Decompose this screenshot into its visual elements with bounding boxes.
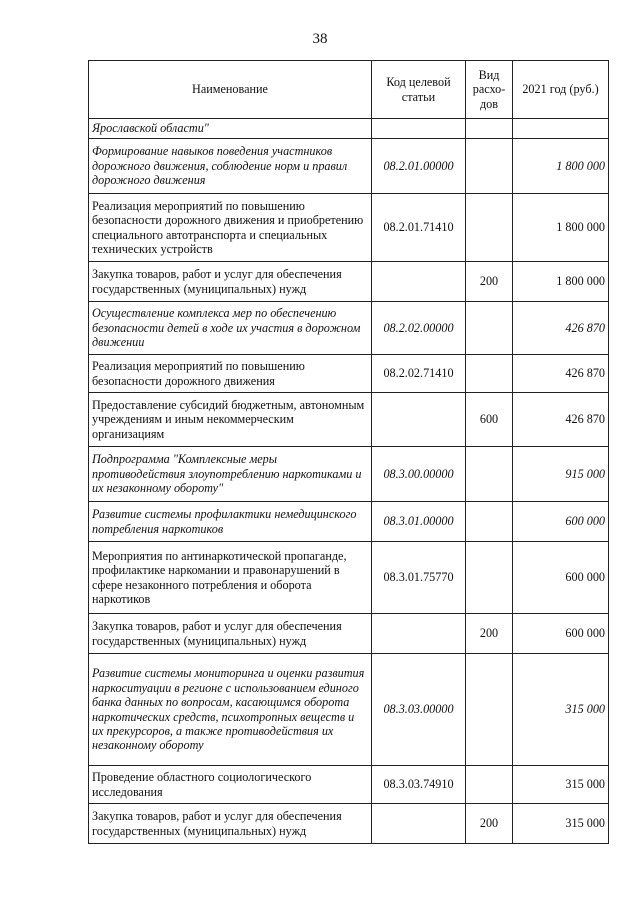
row-code-cell: 08.3.01.00000 <box>372 502 466 542</box>
row-code-cell: 08.3.03.00000 <box>372 654 466 766</box>
row-code-cell: 08.2.02.71410 <box>372 355 466 393</box>
table-row <box>89 542 609 614</box>
table-row <box>89 804 609 844</box>
row-code-cell: 08.2.02.00000 <box>372 302 466 355</box>
row-name-cell: Предоставление субсидий бюджетным, автономным учреждениям и иным некоммерческим организациям <box>89 393 372 447</box>
row-name-cell: Мероприятия по антинаркотической пропаганде, профилактике наркомании и правонарушений в сфере незаконного потребления и оборота наркотиков <box>89 542 372 614</box>
header-type: Вид расхо-дов <box>466 61 513 119</box>
row-type-cell <box>466 355 513 393</box>
row-type-cell <box>466 654 513 766</box>
row-amount-cell: 915 000 <box>513 447 609 502</box>
row-amount-cell: 600 000 <box>513 542 609 614</box>
table-row <box>89 766 609 804</box>
table-row <box>89 139 609 194</box>
table-header-row <box>89 61 609 119</box>
row-name-cell: Проведение областного социологического исследования <box>89 766 372 804</box>
row-type-cell <box>466 447 513 502</box>
row-name-cell: Развитие системы мониторинга и оценки развития наркоситуации в регионе с использованием единого банка данных по вопросам, касающимся оборота наркотических средств, психотропных веществ и их прекурсоров, а также противодействия их незаконному обороту <box>89 654 372 766</box>
table-row <box>89 447 609 502</box>
row-type-cell: 600 <box>466 393 513 447</box>
row-type-cell <box>466 542 513 614</box>
row-type-cell <box>466 119 513 139</box>
row-name-cell: Осуществление комплекса мер по обеспечению безопасности детей в ходе их участия в дорожном движении <box>89 302 372 355</box>
row-code-cell: 08.3.03.74910 <box>372 766 466 804</box>
row-name-cell: Реализация мероприятий по повышению безопасности дорожного движения и приобретению специального автотранспорта и специальных технических устройств <box>89 194 372 262</box>
row-code-cell: 08.3.01.75770 <box>372 542 466 614</box>
row-type-cell: 200 <box>466 614 513 654</box>
page-number: 38 <box>312 31 328 47</box>
row-amount-cell: 426 870 <box>513 302 609 355</box>
row-name-cell: Закупка товаров, работ и услуг для обеспечения государственных (муниципальных) нужд <box>89 614 372 654</box>
table-row <box>89 355 609 393</box>
row-name-cell: Подпрограмма "Комплексные меры противодействия злоупотреблению наркотиками и их незаконному обороту" <box>89 447 372 502</box>
row-amount-cell: 315 000 <box>513 804 609 844</box>
row-type-cell: 200 <box>466 804 513 844</box>
table-row <box>89 302 609 355</box>
row-code-cell <box>372 393 466 447</box>
row-name-cell: Реализация мероприятий по повышению безопасности дорожного движения <box>89 355 372 393</box>
row-amount-cell: 600 000 <box>513 502 609 542</box>
row-amount-cell: 600 000 <box>513 614 609 654</box>
row-type-cell <box>466 766 513 804</box>
row-code-cell <box>372 614 466 654</box>
row-type-cell: 200 <box>466 262 513 302</box>
row-amount-cell: 1 800 000 <box>513 194 609 262</box>
row-name-cell: Формирование навыков поведения участников дорожного движения, соблюдение норм и правил дорожного движения <box>89 139 372 194</box>
row-name-cell: Развитие системы профилактики немедицинского потребления наркотиков <box>89 502 372 542</box>
row-amount-cell: 315 000 <box>513 654 609 766</box>
row-code-cell <box>372 262 466 302</box>
row-name-cell: Закупка товаров, работ и услуг для обеспечения государственных (муниципальных) нужд <box>89 804 372 844</box>
table-row <box>89 502 609 542</box>
table-row <box>89 194 609 262</box>
row-name-cell: Ярославской области" <box>89 119 372 139</box>
row-code-cell <box>372 119 466 139</box>
row-code-cell: 08.2.01.00000 <box>372 139 466 194</box>
row-amount-cell <box>513 119 609 139</box>
row-type-cell <box>466 302 513 355</box>
row-name-cell: Закупка товаров, работ и услуг для обеспечения государственных (муниципальных) нужд <box>89 262 372 302</box>
row-code-cell: 08.2.01.71410 <box>372 194 466 262</box>
row-amount-cell: 315 000 <box>513 766 609 804</box>
row-type-cell <box>466 502 513 542</box>
budget-table <box>88 60 609 844</box>
row-amount-cell: 1 800 000 <box>513 262 609 302</box>
header-amount: 2021 год (руб.) <box>513 61 609 119</box>
row-amount-cell: 426 870 <box>513 393 609 447</box>
row-code-cell <box>372 804 466 844</box>
table-row <box>89 654 609 766</box>
table-body <box>89 119 609 844</box>
table-row <box>89 119 609 139</box>
row-amount-cell: 426 870 <box>513 355 609 393</box>
row-type-cell <box>466 139 513 194</box>
table-row <box>89 262 609 302</box>
table-row <box>89 614 609 654</box>
row-code-cell: 08.3.00.00000 <box>372 447 466 502</box>
row-type-cell <box>466 194 513 262</box>
header-name: Наименование <box>89 61 372 119</box>
table-row <box>89 393 609 447</box>
header-code: Код целевой статьи <box>372 61 466 119</box>
row-amount-cell: 1 800 000 <box>513 139 609 194</box>
